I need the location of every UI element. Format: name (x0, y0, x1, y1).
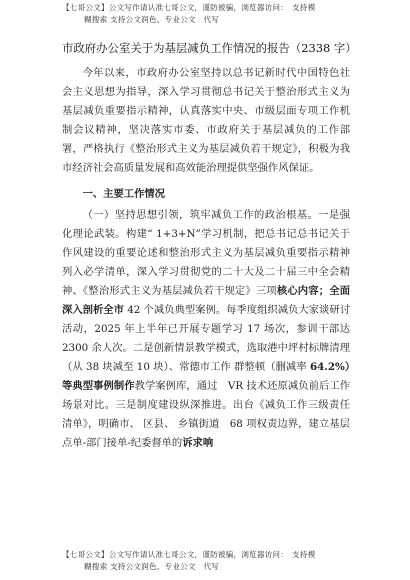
watermark-banner-bottom (62, 549, 362, 573)
banner-line: 糊搜索 支持公文润色、专业公文 代写 (84, 15, 220, 24)
watermark-banner-top (62, 2, 362, 26)
body-paragraph (62, 206, 350, 453)
paragraph-text: （一）坚持思想引领，筑牢减负工作的政治根基。一是强化理论武装。构建“ 1+3+N”学习机制，把总书记总书记关于作风建设的重要论述和整治形式主义为基层减负重要指示精神列入必学清单，深入学习贯彻党的二十大及二十届三中全会精神、《整治形式主义为基层减负若干规定》三项 (62, 209, 350, 297)
paragraph-text: 42 个减负典型案例。每季度组织减负大家谈研讨活动，2025 年上半年已开展专题学习 17 场次，参训干部达 2300 余人次。二是创新情景教学模式，选取港中坪村标牌清理（从 38 块减至 10 块）、常德市工作 群整顿（删减率 (62, 304, 350, 373)
banner-line: 【七哥公文】公文写作请认准七哥公文，谨防被骗，浏览器访问： 支持模 (62, 550, 316, 559)
document-title: 市政府办公室关于为基层减负工作情况的报告（2338 字） (62, 41, 357, 55)
section-heading: 一、主要工作情况 (82, 188, 165, 200)
banner-line: 糊搜索 支持公文润色、专业公文 代写 (84, 562, 220, 571)
bold-text: 诉求响 (182, 437, 214, 449)
bold-text: 核心内容；全面深入剖析全市 (62, 285, 350, 316)
banner-line: 【七哥公文】公文写作请认准七哥公文，谨防被骗，浏览器访问： 支持模 (62, 3, 316, 12)
bold-text: 64.2%）等典型事例制作 (62, 361, 350, 392)
intro-paragraph: 今年以来，市政府办公室坚持以总书记新时代中国特色社会主义思想为指导，深入学习贯彻总书记关于整治形式主义为基层减负重要指示精神，认真落实中央、市级层面专项工作机制会议精神，坚决落实市委、市政府关于基层减负的工作部署，严格执行《整治形式主义为基层减负若干规定》，积极为我市经济社会高质量发展和高效能治理提供坚强作风保证。 (62, 67, 350, 174)
paragraph-text: 教学案例库，通过 VR 技术还原减负前后工作场景对比。三是制度建设纵深推进。出台《减负工作三级责任清单》，明确市、 区县、 乡镇街道 68 项权责边界，建立基层点单-部门接单-纪委督单的 (62, 380, 351, 449)
document-body (62, 64, 350, 453)
